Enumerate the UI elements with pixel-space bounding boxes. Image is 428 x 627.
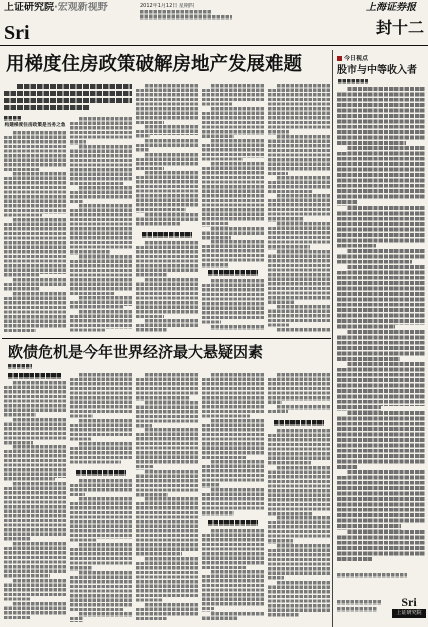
text-line-gap <box>167 617 198 622</box>
text-line-gap <box>268 544 277 549</box>
body-text-block <box>136 278 198 319</box>
text-line-gap <box>268 84 277 89</box>
text-line-gap <box>202 529 211 534</box>
text-line-gap <box>202 570 211 575</box>
text-line-gap <box>136 125 145 130</box>
body-text-block <box>4 218 66 278</box>
lower-article-headline: 欧债危机是今年世界经济最大悬疑因素 <box>8 343 264 361</box>
text-line-gap <box>136 401 145 406</box>
body-text-block <box>202 373 264 419</box>
text-line-gap <box>70 296 79 301</box>
body-text-block <box>136 373 198 401</box>
text-line-gap <box>228 263 264 268</box>
body-text-block <box>202 162 264 226</box>
body-text-block <box>202 279 264 325</box>
text-line-gap <box>70 479 79 484</box>
text-line-gap <box>4 278 13 283</box>
body-text-block <box>268 466 330 517</box>
subheading-block <box>274 420 324 426</box>
text-line-gap <box>4 542 13 547</box>
byline-block <box>140 10 212 15</box>
body-text-block <box>337 265 425 330</box>
section-title <box>4 2 108 14</box>
subheading-block <box>208 270 258 276</box>
byline-block <box>337 607 377 612</box>
text-line-gap <box>202 488 211 493</box>
text-line-gap <box>4 381 13 386</box>
text-line-gap <box>337 146 347 151</box>
text-line-gap <box>337 87 347 92</box>
text-line-gap <box>202 419 211 424</box>
article-divider <box>2 338 331 339</box>
body-text-block <box>136 84 198 125</box>
text-line-gap <box>70 255 79 260</box>
body-text-block <box>337 206 425 249</box>
newspaper-name: 上海证券报 <box>366 2 416 13</box>
viewpoint-tag <box>337 55 425 63</box>
text-line-gap <box>90 105 132 112</box>
subheading-block <box>142 232 192 238</box>
text-line-gap <box>268 373 277 378</box>
text-line-gap <box>337 249 347 254</box>
text-line-gap <box>31 616 66 621</box>
text-line-gap <box>268 405 277 410</box>
body-text-block <box>268 328 330 333</box>
body-text-block <box>70 373 132 419</box>
text-line-gap <box>337 330 347 335</box>
text-line-gap <box>4 172 13 177</box>
header-rule <box>0 45 428 46</box>
body-text-block <box>337 87 425 146</box>
text-line-gap <box>70 373 79 378</box>
text-line-gap <box>202 139 211 144</box>
text-line-gap <box>4 218 13 223</box>
byline-block <box>337 600 382 605</box>
text-line-gap <box>337 530 347 535</box>
text-line-gap <box>202 460 211 465</box>
text-line-gap <box>36 329 66 334</box>
text-line-gap <box>136 278 145 283</box>
text-line-gap <box>136 373 145 378</box>
body-text-block <box>337 470 425 529</box>
body-text-block <box>202 570 264 611</box>
text-line-gap <box>268 516 277 521</box>
text-line-gap <box>268 176 277 181</box>
red-square-icon <box>337 56 342 61</box>
subheading-block <box>76 470 126 476</box>
text-line-gap <box>70 310 79 315</box>
text-line-gap <box>136 139 145 144</box>
text-line-gap <box>268 466 277 471</box>
page-number: 封十二 <box>376 18 425 37</box>
body-text-block <box>202 529 264 570</box>
text-line-gap <box>337 206 347 211</box>
body-text-block <box>136 557 198 603</box>
subheading-block <box>8 373 62 379</box>
body-text-block <box>268 135 330 176</box>
body-text-block <box>337 362 425 411</box>
section-column-name: ·宏观新视野 <box>54 2 108 13</box>
text-line-gap <box>4 418 13 423</box>
text-line-gap <box>202 373 211 378</box>
text-line-gap <box>4 482 13 487</box>
footer-logo <box>392 595 426 622</box>
byline-block <box>8 364 32 369</box>
body-text-block <box>337 411 425 470</box>
text-line-gap <box>136 428 145 433</box>
text-line-gap <box>4 579 13 584</box>
byline-block <box>140 15 232 20</box>
body-text-block <box>70 571 132 612</box>
text-line-gap <box>202 240 211 245</box>
text-line-gap <box>121 460 132 465</box>
text-line-gap <box>268 135 277 140</box>
body-text-block <box>70 145 132 186</box>
body-text-block <box>337 146 425 205</box>
byline-block <box>4 116 22 121</box>
text-line-gap <box>288 410 330 415</box>
text-line-gap <box>299 613 330 618</box>
text-line-gap <box>4 131 13 136</box>
text-line-gap <box>136 171 145 176</box>
main-article-subhead: 构建梯度住房政策是当务之急 <box>4 123 66 128</box>
text-line-gap <box>136 497 145 502</box>
body-text-block <box>136 428 198 469</box>
text-line-gap <box>4 292 13 297</box>
text-line-gap <box>268 429 277 434</box>
text-line-gap <box>268 328 277 333</box>
issue-date: 2012年1月12日 星期四 <box>140 3 194 9</box>
text-line-gap <box>234 511 264 516</box>
text-line-gap <box>4 445 13 450</box>
body-text-block <box>70 204 132 255</box>
body-text-block <box>202 325 264 330</box>
main-article-headline: 用梯度住房政策破解房地产发展难题 <box>6 54 303 75</box>
viewpoint-tag-label: 今日视点 <box>344 55 369 62</box>
body-text-block <box>70 497 132 543</box>
text-line-gap <box>337 470 347 475</box>
text-line-gap <box>70 204 79 209</box>
text-line-gap <box>202 227 211 232</box>
text-line-gap <box>337 265 347 270</box>
text-line-gap <box>202 325 211 330</box>
text-line-gap <box>372 557 425 562</box>
text-line-gap <box>70 442 79 447</box>
column-divider <box>332 50 333 627</box>
text-line-gap <box>136 241 145 246</box>
body-text-block <box>4 482 66 542</box>
text-line-gap <box>202 279 211 284</box>
text-line-gap <box>136 319 145 324</box>
footer-logo-name: 上证研究院 <box>392 609 426 618</box>
text-line-gap <box>136 557 145 562</box>
body-text-block <box>136 497 198 557</box>
text-line-gap <box>167 328 198 333</box>
text-line-gap <box>70 145 79 150</box>
text-line-gap <box>268 222 277 227</box>
byline-block <box>338 79 368 84</box>
text-line-gap <box>337 411 347 416</box>
text-line-gap <box>70 543 79 548</box>
text-line-gap <box>136 213 145 218</box>
body-text-block <box>4 292 66 333</box>
text-line-gap <box>70 186 79 191</box>
text-line-gap <box>136 470 145 475</box>
text-line-gap <box>202 162 211 167</box>
text-line-gap <box>136 84 145 89</box>
text-line-gap <box>268 250 277 255</box>
text-line-gap <box>238 616 264 621</box>
byline-block <box>337 573 407 578</box>
text-line-gap <box>136 603 145 608</box>
text-line-gap <box>70 117 79 122</box>
text-line-gap <box>268 194 277 199</box>
text-line-gap <box>268 305 277 310</box>
text-line-gap <box>70 419 79 424</box>
text-line-gap <box>4 602 13 607</box>
viewpoint-headline: 股市与中等收入者 <box>337 65 417 76</box>
text-line-gap <box>136 153 145 158</box>
text-line-gap <box>83 617 132 622</box>
text-line-gap <box>70 497 79 502</box>
text-line-gap <box>202 612 211 617</box>
body-text-block <box>268 84 330 135</box>
section-brand: 上证研究院 <box>4 2 54 13</box>
body-text-block <box>4 172 66 218</box>
subheading-block <box>208 520 258 526</box>
sri-logo-letters: Sri <box>4 22 30 44</box>
body-text-block <box>268 250 330 305</box>
body-text-block <box>4 131 66 172</box>
body-text-block <box>70 255 132 296</box>
text-line-gap <box>268 581 277 586</box>
text-line-gap <box>337 362 347 367</box>
footer-logo-letters: Sri <box>401 595 417 609</box>
text-line-gap <box>181 222 198 227</box>
text-line-gap <box>202 107 211 112</box>
body-text-block <box>136 171 198 212</box>
text-line-gap <box>70 571 79 576</box>
text-line-gap <box>4 84 17 91</box>
text-line-gap <box>105 329 132 334</box>
text-line-gap <box>202 84 211 89</box>
text-line-gap <box>70 612 79 617</box>
body-text-block <box>202 419 264 460</box>
